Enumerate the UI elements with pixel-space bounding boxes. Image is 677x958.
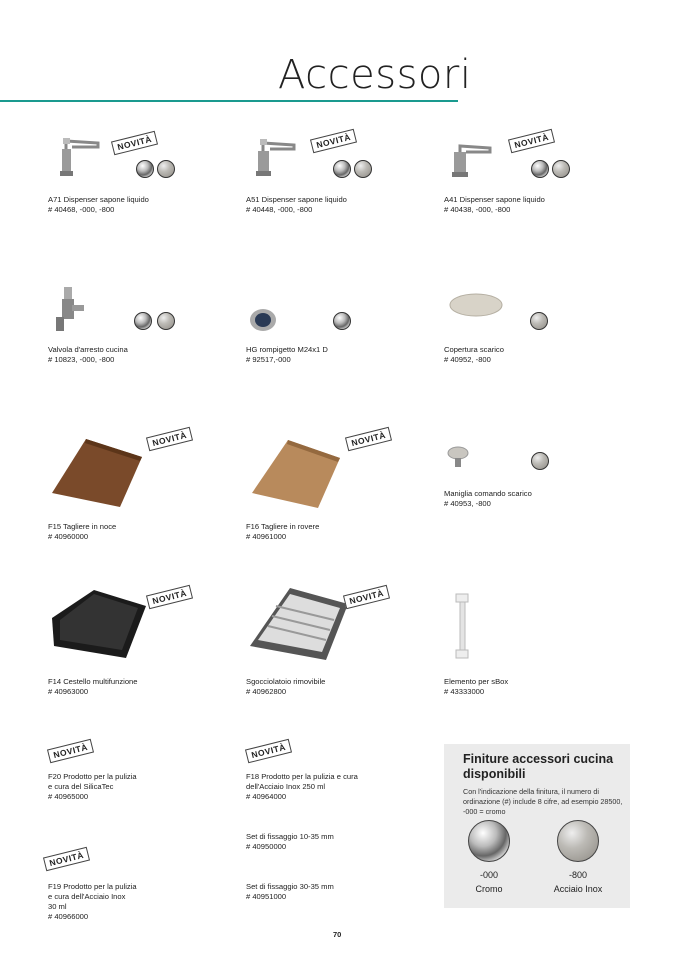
novita-badge: NOVITÀ <box>47 739 94 764</box>
product-code: # 40950000 <box>246 842 287 851</box>
product-code: # 40952, -800 <box>444 355 491 364</box>
product-code: # 10823, -000, -800 <box>48 355 115 364</box>
product-code: # 40962800 <box>246 687 287 696</box>
novita-badge: NOVITÀ <box>343 585 390 610</box>
finish-steel-code: -800 <box>568 870 587 880</box>
product-code: # 40953, -800 <box>444 499 491 508</box>
product-code: # 40951000 <box>246 892 287 901</box>
finish-chrome-code: -000 <box>479 870 498 880</box>
finish-steel-large-swatch <box>557 820 599 862</box>
drain-knob-image <box>444 446 470 470</box>
product-code: # 40468, -000, -800 <box>48 205 115 214</box>
product-code: # 40963000 <box>48 687 89 696</box>
product-code: # 40438, -000, -800 <box>444 205 511 214</box>
dispenser-image <box>444 140 504 180</box>
dispenser-image <box>48 135 108 180</box>
page-title: Accessori <box>278 52 472 98</box>
finish-chrome-swatch <box>531 160 549 178</box>
product-name: Maniglia comando scarico <box>444 489 532 498</box>
finish-steel-label: Acciaio Inox <box>553 884 603 894</box>
finish-chrome-swatch <box>333 312 351 330</box>
product-name: Set di fissaggio 30-35 mm <box>246 882 334 891</box>
product-code: # 92517,-000 <box>246 355 291 364</box>
finish-steel-swatch <box>157 312 175 330</box>
dispenser-image <box>246 135 306 180</box>
product-code: # 40966000 <box>48 912 89 921</box>
product-name: Elemento per sBox <box>444 677 509 686</box>
product-code: # 40961000 <box>246 532 287 541</box>
finish-steel-swatch <box>552 160 570 178</box>
finish-chrome-label: Cromo <box>475 884 503 894</box>
finish-chrome-swatch <box>333 160 351 178</box>
product-name-line3: 30 ml <box>48 902 67 911</box>
aerator-image <box>246 306 282 336</box>
product-name: A51 Dispenser sapone liquido <box>246 195 347 204</box>
title-divider <box>0 100 458 102</box>
drainer-image <box>246 586 352 666</box>
product-name: Sgocciolatoio rimovibile <box>246 677 326 686</box>
finish-steel-swatch <box>531 452 549 470</box>
product-code: # 40960000 <box>48 532 89 541</box>
novita-badge: NOVITÀ <box>245 739 292 764</box>
finish-chrome-swatch <box>134 312 152 330</box>
novita-badge: NOVITÀ <box>146 585 193 610</box>
page-number: 70 <box>333 930 342 939</box>
product-name: Valvola d'arresto cucina <box>48 345 128 354</box>
basket-image <box>48 588 148 668</box>
novita-badge: NOVITÀ <box>111 131 158 156</box>
novita-badge: NOVITÀ <box>43 847 90 872</box>
product-name: F15 Tagliere in noce <box>48 522 117 531</box>
product-name-line2: e cura del SilicaTec <box>48 782 114 791</box>
product-code: # 43333000 <box>444 687 485 696</box>
finish-steel-swatch <box>354 160 372 178</box>
product-name: HG rompigetto M24x1 D <box>246 345 328 354</box>
finishes-panel-title: Finiture accessori cucina disponibili <box>463 752 614 781</box>
finish-steel-swatch <box>530 312 548 330</box>
finish-chrome-large-swatch <box>468 820 510 862</box>
product-code: # 40448, -000, -800 <box>246 205 313 214</box>
product-name: F16 Tagliere in rovere <box>246 522 320 531</box>
drain-cover-image <box>448 292 504 318</box>
product-name-line1: F18 Prodotto per la pulizia e cura <box>246 772 358 781</box>
product-name-line1: F19 Prodotto per la pulizia <box>48 882 137 891</box>
product-code: # 40965000 <box>48 792 89 801</box>
finish-chrome-swatch <box>136 160 154 178</box>
product-name: F14 Cestello multifunzione <box>48 677 138 686</box>
product-name: A71 Dispenser sapone liquido <box>48 195 149 204</box>
novita-badge: NOVITÀ <box>146 427 193 452</box>
product-name: Set di fissaggio 10-35 mm <box>246 832 334 841</box>
valve-image <box>48 285 88 335</box>
product-name-line1: F20 Prodotto per la pulizia <box>48 772 137 781</box>
product-name-line2: e cura dell'Acciaio Inox <box>48 892 126 901</box>
novita-badge: NOVITÀ <box>345 427 392 452</box>
finishes-panel-text: Con l'indicazione della finitura, il numero di ordinazione (#) include 8 cifre, ad esempio 28500, -000 = cromo <box>463 787 623 816</box>
finish-steel-swatch <box>157 160 175 178</box>
product-name-line2: dell'Acciaio Inox 250 ml <box>246 782 326 791</box>
product-name: A41 Dispenser sapone liquido <box>444 195 545 204</box>
product-code: # 40964000 <box>246 792 287 801</box>
product-name: Copertura scarico <box>444 345 504 354</box>
novita-badge: NOVITÀ <box>508 129 555 154</box>
cutting-board-image <box>48 435 148 510</box>
cutting-board-image <box>248 438 348 510</box>
novita-badge: NOVITÀ <box>310 129 357 154</box>
sbox-element-image <box>452 590 476 666</box>
